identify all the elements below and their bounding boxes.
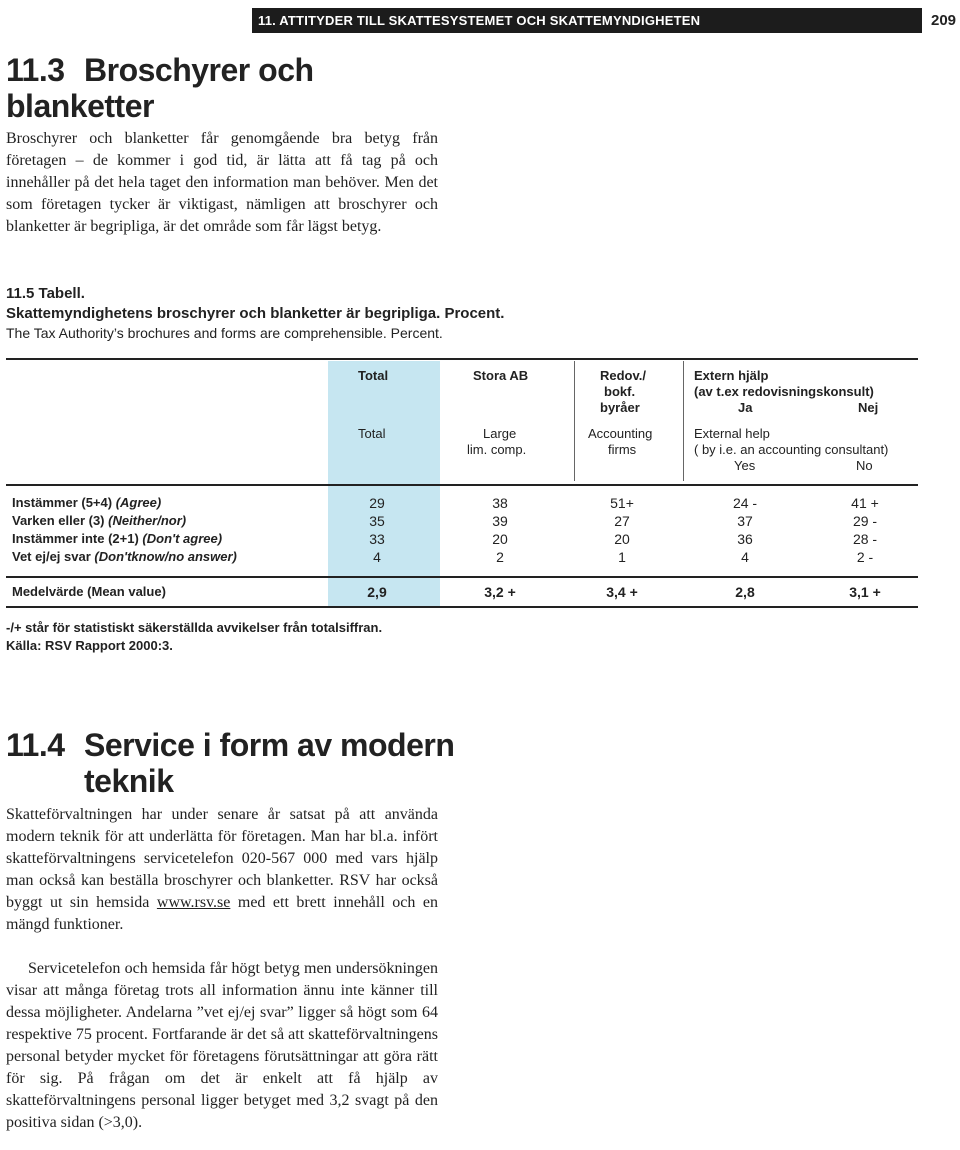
para1-text-b: med ett brett innehåll och en mängd funktioner. [6,894,438,933]
cell-accounting: 27 [614,513,630,529]
header-accounting-en-2: firms [608,442,637,457]
mean-label-sv: Medelvärde [12,584,84,599]
table-caption [6,284,504,342]
header-no-sv: Nej [858,400,879,415]
row-label-en: (Agree) [115,495,162,510]
para1-text-a: Skatteförvaltningen har under senare år satsat på att använda modern teknik för att underlätta för företagen. Man har bl.a. infört skatteförvaltningens servicetelefon 020-567 000 med vars hjälp man också kan beställa broschyrer och blanketter. RSV har också byggt ut sin hemsida [6,806,438,911]
header-external-en-2: ( by i.e. an accounting consultant) [694,442,889,457]
section-heading-11-4 [6,727,454,799]
column-divider [683,361,684,481]
section-number: 11.4 [6,727,65,763]
header-yes-en: Yes [734,458,756,473]
cell-total: 29 [369,495,385,511]
table-footnote: -/+ står för statistiskt säkerställda avvikelser från totalsiffran. [6,620,383,635]
cell-total: 33 [369,531,385,547]
table-title-sv: Skattemyndighetens broschyrer och blanketter är begripliga. Procent. [6,305,505,322]
section-title-line2: teknik [84,763,174,799]
running-title: 11. ATTITYDER TILL SKATTESYSTEMET OCH SKATTEMYNDIGHETEN [258,13,701,28]
mean-label-en: (Mean value) [87,584,166,599]
table-top-rule [6,358,918,360]
row-label-en: (Don'tknow/no answer) [94,549,237,564]
page-number: 209 [931,12,957,29]
header-total-en: Total [358,426,386,441]
running-header [252,8,922,33]
header-large-en-1: Large [483,426,517,441]
table-label: 11.5 Tabell. [6,285,85,302]
section-title-line2: blanketter [6,88,154,124]
cell-accounting: 20 [614,531,630,547]
table-bottom-rule [6,606,918,608]
row-label-sv: Instämmer (5+4) [12,495,113,510]
header-accounting-en-1: Accounting [588,426,653,441]
header-external-en-1: External help [694,426,770,441]
header-yes-sv: Ja [738,400,753,415]
cell-external-no: 2 - [856,549,874,565]
cell-external-yes: 4 [741,549,749,565]
row-label-en: (Neither/nor) [108,513,187,528]
cell-external-no: 29 - [852,513,878,529]
header-no-en: No [856,458,873,473]
mean-total: 2,9 [367,584,387,600]
mean-external-yes: 2,8 [735,584,755,600]
header-total-sv: Total [358,368,389,383]
mean-external-no: 3,1 + [849,584,881,600]
section-heading-11-3 [6,52,314,124]
cell-large: 39 [492,513,508,529]
table-title-en: The Tax Authority’s brochures and forms are comprehensible. Percent. [6,325,443,341]
para2-text: Servicetelefon och hemsida får högt betyg men undersökningen visar att många företag trots all information ännu inte känner till dessa möjligheter. Andelarna ”vet ej/ej svar” ligger så högt som 64 respektive 75 procent. Fortfarande är det så att skatteförvaltningens personal betyder mycket för företagens förutsättningar att göra rätt för sig. På frågan om det är enkelt att få hjälp av skatteförvaltningens personal ligger betyget med 3,2 svagt på den positiva sidan (>3,0). [6,960,438,1131]
cell-external-yes: 24 - [732,495,758,511]
header-large-en-2: lim. comp. [467,442,527,457]
cell-accounting: 1 [618,549,626,565]
row-label-sv: Vet ej/ej svar [12,549,91,564]
header-accounting-sv-1: Redov./ [600,368,646,383]
mean-large: 3,2 + [484,584,516,600]
section-title-line1: Broschyrer och [84,52,314,88]
column-divider [574,361,575,481]
cell-total: 35 [369,513,385,529]
website-link[interactable]: www.rsv.se [156,894,231,911]
row-label-sv: Varken eller (3) [12,513,105,528]
cell-large: 20 [492,531,508,547]
table-mean-rule [6,576,918,578]
cell-total: 4 [373,549,381,565]
row-label-en: (Don't agree) [142,531,223,546]
cell-external-no: 41 + [851,495,879,511]
row-label-sv: Instämmer inte (2+1) [12,531,139,546]
cell-large: 38 [492,495,508,511]
table-header-rule [6,484,918,486]
section-11-4-paragraph-2 [6,958,438,1134]
table-source: Källa: RSV Rapport 2000:3. [6,638,173,653]
header-large-sv: Stora AB [473,368,529,383]
cell-accounting: 51+ [610,495,634,511]
section-11-4-paragraph-1 [6,804,438,936]
section-number: 11.3 [6,52,65,88]
cell-external-no: 28 - [852,531,878,547]
header-external-sv-1: Extern hjälp [694,368,769,383]
header-accounting-sv-2: bokf. [604,384,636,399]
mean-accounting: 3,4 + [606,584,638,600]
section-11-3-paragraph: Broschyrer och blanketter får genomgående bra betyg från företagen – de kommer i god tid, är lätta att få tag på och innehåller på det hela taget den information man behöver. Men det som företagen tycker är viktigast, nämligen att broschyrer och blanketter är begripliga, är det område som får lägst betyg. [6,130,438,235]
cell-external-yes: 36 [737,531,753,547]
header-accounting-sv-3: byråer [600,400,640,415]
cell-large: 2 [496,549,504,565]
header-external-sv-2: (av t.ex redovisningskonsult) [694,384,874,399]
section-title-line1: Service i form av modern [84,727,455,763]
cell-external-yes: 37 [737,513,753,529]
